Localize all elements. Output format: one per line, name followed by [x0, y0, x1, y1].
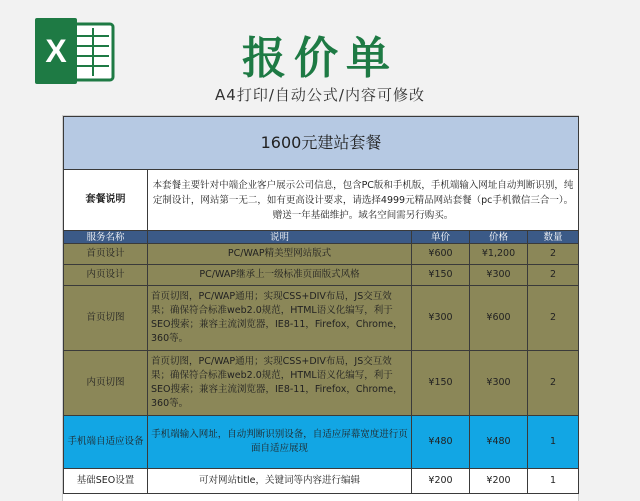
quote-table — [63, 116, 579, 494]
price-cell[interactable]: ¥200 — [470, 469, 528, 494]
description-cell[interactable]: 可对网站title，关键词等内容进行编辑 — [148, 469, 412, 494]
col-header-service[interactable]: 服务名称 — [64, 231, 148, 244]
table-row — [64, 265, 579, 286]
description-cell[interactable]: 手机端输入网址，自动判断识别设备，自适应屏幕宽度进行页面自适应展现 — [148, 416, 412, 469]
service-name-cell[interactable]: 内页切图 — [64, 351, 148, 416]
price-cell[interactable]: ¥300 — [470, 351, 528, 416]
unit-price-cell[interactable]: ¥300 — [412, 286, 470, 351]
unit-price-cell[interactable]: ¥200 — [412, 469, 470, 494]
service-name-cell[interactable]: 首页切图 — [64, 286, 148, 351]
service-name-cell[interactable]: 手机端自适应设备 — [64, 416, 148, 469]
service-name-cell[interactable]: 内页设计 — [64, 265, 148, 286]
description-text[interactable]: 本套餐主要针对中端企业客户展示公司信息，包含PC版和手机版，手机端输入网址自动判断识别，纯定制设计，网站第一无二，如有更高设计要求，请选择4999元精品网站套餐（pc手机微信三合一）。赠送一年基础维护。域名空间需另行购买。 — [148, 170, 579, 231]
package-title-row — [64, 117, 579, 170]
col-header-qty[interactable]: 数量 — [528, 231, 579, 244]
table-row — [64, 469, 579, 494]
table-row — [64, 286, 579, 351]
page-title: 报价单 — [242, 33, 398, 84]
header — [0, 0, 640, 112]
table-row — [64, 351, 579, 416]
svg-text:X: X — [45, 33, 67, 69]
quantity-cell[interactable]: 1 — [528, 416, 579, 469]
page-subtitle: A4打印/自动公式/内容可修改 — [215, 86, 425, 104]
description-cell[interactable]: PC/WAP精美型网站版式 — [148, 244, 412, 265]
service-name-cell[interactable]: 基础SEO设置 — [64, 469, 148, 494]
quantity-cell[interactable]: 2 — [528, 265, 579, 286]
table-row — [64, 244, 579, 265]
price-cell[interactable]: ¥600 — [470, 286, 528, 351]
unit-price-cell[interactable]: ¥150 — [412, 351, 470, 416]
description-cell[interactable]: 首页切图，PC/WAP通用；实现CSS+DIV布局，JS交互效果；确保符合标准web2.0规范，HTML语义化编写，利于SEO搜索；兼容主流浏览器，IE8-11，Firefox，Chrome，360等。 — [148, 351, 412, 416]
unit-price-cell[interactable]: ¥600 — [412, 244, 470, 265]
quote-sheet — [62, 115, 579, 501]
price-cell[interactable]: ¥1,200 — [470, 244, 528, 265]
col-header-price[interactable]: 价格 — [470, 231, 528, 244]
unit-price-cell[interactable]: ¥150 — [412, 265, 470, 286]
description-row — [64, 170, 579, 231]
quantity-cell[interactable]: 2 — [528, 286, 579, 351]
service-name-cell[interactable]: 首页设计 — [64, 244, 148, 265]
price-cell[interactable]: ¥480 — [470, 416, 528, 469]
quantity-cell[interactable]: 2 — [528, 351, 579, 416]
description-cell[interactable]: 首页切图，PC/WAP通用；实现CSS+DIV布局，JS交互效果；确保符合标准web2.0规范，HTML语义化编写，利于SEO搜索；兼容主流浏览器，IE8-11，Firefox，Chrome，360等。 — [148, 286, 412, 351]
table-row — [64, 416, 579, 469]
description-label[interactable]: 套餐说明 — [64, 170, 148, 231]
col-header-unit[interactable]: 单价 — [412, 231, 470, 244]
package-title[interactable]: 1600元建站套餐 — [64, 117, 579, 170]
column-header-row — [64, 231, 579, 244]
quantity-cell[interactable]: 2 — [528, 244, 579, 265]
price-cell[interactable]: ¥300 — [470, 265, 528, 286]
quantity-cell[interactable]: 1 — [528, 469, 579, 494]
unit-price-cell[interactable]: ¥480 — [412, 416, 470, 469]
col-header-desc[interactable]: 说明 — [148, 231, 412, 244]
description-cell[interactable]: PC/WAP继承上一级标准页面版式风格 — [148, 265, 412, 286]
